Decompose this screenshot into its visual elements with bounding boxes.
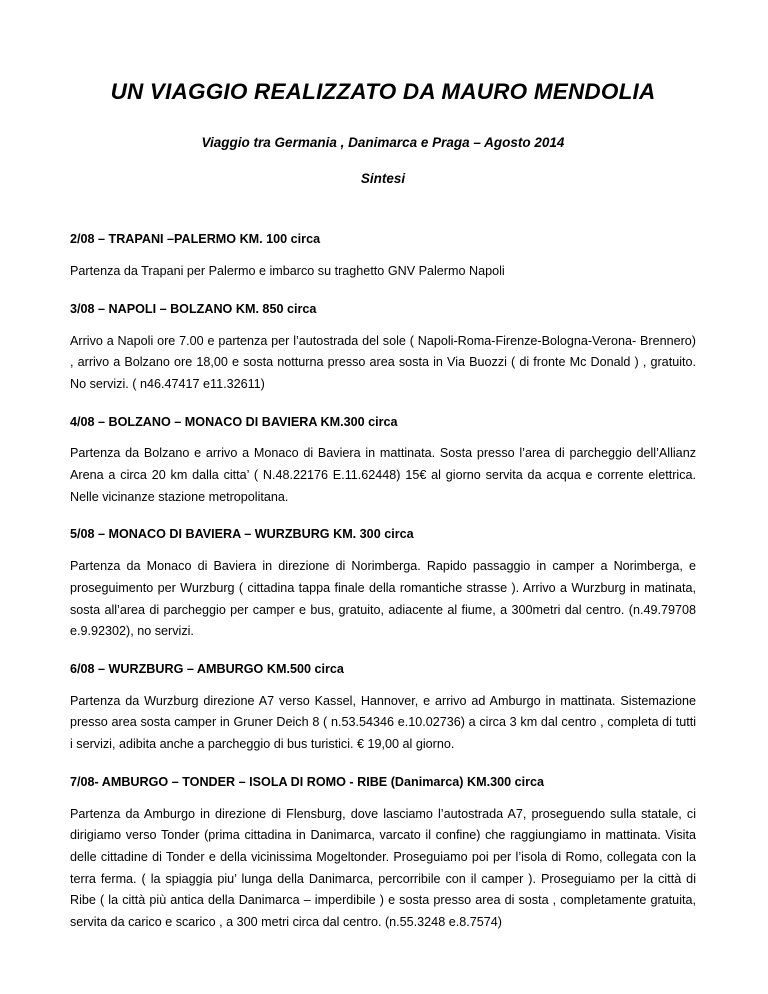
itinerary-leg [70, 413, 696, 509]
itinerary-leg [70, 300, 696, 396]
leg-heading: 5/08 – MONACO DI BAVIERA – WURZBURG KM. 300 circa [70, 527, 414, 542]
title-body-spacer [70, 186, 696, 230]
leg-body: Partenza da Bolzano e arrivo a Monaco di Baviera in mattinata. Sosta presso l’area di parcheggio dell’Allianz Arena a circa 20 km dalla citta’ ( N.48.22176 E.11.62448) 15€ al giorno servita da acqua e corrente elettrica. Nelle vicinanze stazione metropolitana. [70, 446, 696, 504]
leg-heading: 4/08 – BOLZANO – MONACO DI BAVIERA KM.300 circa [70, 414, 398, 429]
document-subtitle: Viaggio tra Germania , Danimarca e Praga – Agosto 2014 [201, 135, 565, 151]
leg-body: Partenza da Amburgo in direzione di Flensburg, dove lasciamo l’autostrada A7, proseguendo sulla statale, ci dirigiamo verso Tonder (prima cittadina in Danimarca, varcato il confine) che raggiungiamo in mattinata. Visita delle cittadine di Tonder e della vicinissima Mogeltonder. Proseguiamo poi per l’isola di Romo, collegata con la terra ferma. ( la spiaggia piu’ lunga della Danimarca, percorribile con il camper ). Proseguiamo per la città di Ribe ( la città più antica della Danimarca – imperdibile ) e sosta presso area di sosta , completamente gratuita, servita da carico e scarico , a 300 metri circa dal centro. (n.55.3248 e.8.7574) [70, 806, 696, 929]
itinerary-leg [70, 525, 696, 643]
leg-body: Partenza da Trapani per Palermo e imbarco su traghetto GNV Palermo Napoli [70, 264, 505, 279]
leg-heading: 6/08 – WURZBURG – AMBURGO KM.500 circa [70, 661, 344, 676]
leg-heading: 3/08 – NAPOLI – BOLZANO KM. 850 circa [70, 301, 317, 316]
leg-body: Partenza da Wurzburg direzione A7 verso Kassel, Hannover, e arrivo ad Amburgo in mattinata. Sistemazione presso area sosta camper in Gruner Deich 8 ( n.53.54346 e.10.02736) a circa 3 km dal centro , completa di tutti i servizi, adibita anche a parcheggio di bus turistici. € 19,00 al giorno. [70, 693, 696, 752]
leg-body: Arrivo a Napoli ore 7.00 e partenza per l’autostrada del sole ( Napoli-Roma-Firenze-Bologna-Verona- Brennero) , arrivo a Bolzano ore 18,00 e sosta notturna presso area sosta in Via Buozzi ( di fronte Mc Donald ) , gratuito. No servizi. ( n46.47417 e11.32611) [70, 333, 696, 391]
itinerary-leg [70, 773, 696, 934]
itinerary-leg [70, 230, 696, 283]
document-section-label: Sintesi [360, 171, 406, 187]
itinerary-leg [70, 660, 696, 756]
leg-body: Partenza da Monaco di Baviera in direzione di Norimberga. Rapido passaggio in camper a Norimberga, e proseguimento per Wurzburg ( cittadina tappa finale della romantiche strasse ). Arrivo a Wurzburg in matinata, sosta all’area di parcheggio per camper e bus, gratuito, adiacente al fiume, a 300metri dal centro. (n.49.79708 e.9.92302), no servizi. [70, 559, 696, 639]
leg-heading: 7/08- AMBURGO – TONDER – ISOLA DI ROMO - RIBE (Danimarca) KM.300 circa [70, 774, 545, 789]
page-title: UN VIAGGIO REALIZZATO DA MAURO MENDOLIA [110, 79, 656, 104]
leg-heading: 2/08 – TRAPANI –PALERMO KM. 100 circa [70, 232, 321, 247]
